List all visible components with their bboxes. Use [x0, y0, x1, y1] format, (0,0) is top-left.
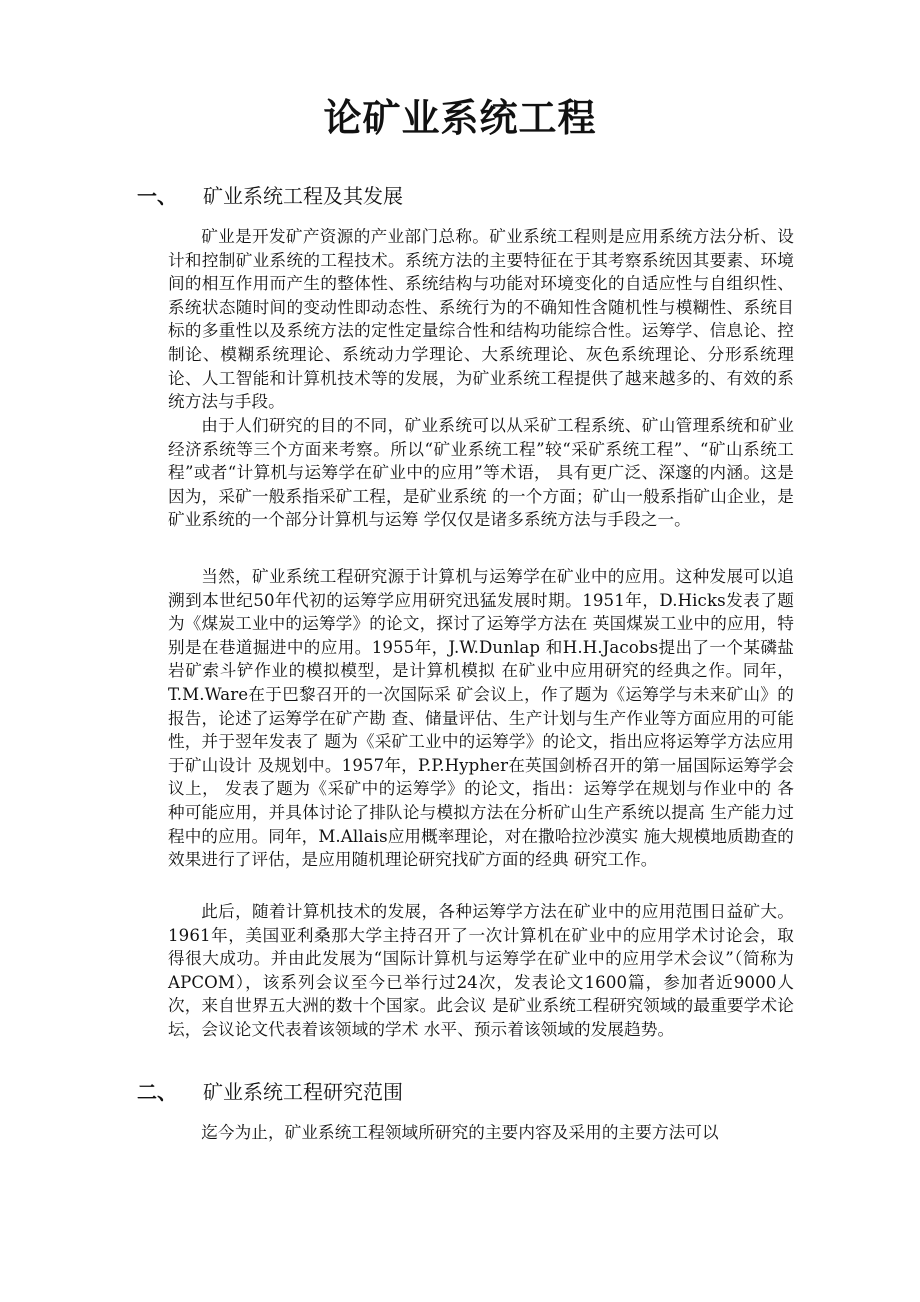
- document-title: 论矿业系统工程: [323, 96, 597, 140]
- section-heading-text: 矿业系统工程及其发展: [203, 184, 403, 208]
- section-number: 一、: [137, 184, 177, 208]
- section-heading-2: [137, 1076, 837, 1108]
- section-heading-text: 矿业系统工程研究范围: [203, 1080, 403, 1104]
- section-number: 二、: [137, 1080, 177, 1104]
- paragraph: 由于人们研究的目的不同，矿业系统可以从采矿工程系统、矿山管理系统和矿业经济系统等三个方面来考察。所以“矿业系统工程”较“采矿系统工程”、“矿山系统工程”或者“计算机与运筹学在矿业中的应用”等术语， 具有更广泛、深邃的内涵。这是因为，采矿一般系指采矿工程，是矿业系统 的一个方面；矿山一般系指矿山企业，是矿业系统的一个部分计算机与运筹 学仅仅是诸多系统方法与手段之一。: [168, 416, 794, 530]
- paragraph: 此后，随着计算机技术的发展，各种运筹学方法在矿业中的应用范围日益矿大。1961年，美国亚利桑那大学主持召开了一次计算机在矿业中的应用学术讨论会，取得很大成功。并由此发展为“国际计算机与运筹学在矿业中的应用学术会议”（简称为APCOM），该系列会议至今已举行过24次，发表论文1600篇，参加者近9000人次，来自世界五大洲的数十个国家。此会议 是矿业系统工程研究领域的最重要学术论坛，会议论文代表着该领域的学术 水平、预示着该领域的发展趋势。: [168, 902, 794, 1039]
- paragraph: 矿业是开发矿产资源的产业部门总称。矿业系统工程则是应用系统方法分析、设计和控制矿业系统的工程技术。系统方法的主要特征在于其考察系统因其要素、环境间的相互作用而产生的整体性、系统结构与功能对环境变化的自适应性与自组织性、系统状态随时间的变动性即动态性、系统行为的不确知性含随机性与模糊性、系统目标的多重性以及系统方法的定性定量综合性和结构功能综合性。运筹学、信息论、控制论、模糊系统理论、系统动力学理论、大系统理论、灰色系统理论、分形系统理论、人工智能和计算机技术等的发展，为矿业系统工程提供了越来越多的、有效的系统方法与手段。: [168, 227, 794, 412]
- paragraph: 当然，矿业系统工程研究源于计算机与运筹学在矿业中的应用。这种发展可以追溯到本世纪50年代初的运筹学应用研究迅猛发展时期。1951年，D.Hicks发表了题为《煤炭工业中的运筹学》的论文，探讨了运筹学方法在 英国煤炭工业中的应用，特别是在巷道掘进中的应用。1955年，J.W.Dunlap 和H.H.Jacobs提出了一个某磷盐岩矿索斗铲作业的模拟模型，是计算机模拟 在矿业中应用研究的经典之作。同年，T.M.Ware在于巴黎召开的一次国际采 矿会议上，作了题为《运筹学与未来矿山》的报告，论述了运筹学在矿产勘 查、储量评估、生产计划与生产作业等方面应用的可能性，并于翌年发表了 题为《采矿工业中的运筹学》的论文，指出应将运筹学方法应用于矿山设计 及规划中。1957年，P.P.Hypher在英国剑桥召开的第一届国际运筹学会议上， 发表了题为《采矿中的运筹学》的论文，指出：运筹学在规划与作业中的 各种可能应用，并具体讨论了排队论与模拟方法在分析矿山生产系统以提高 生产能力过程中的应用。同年，M.Allais应用概率理论，对在撒哈拉沙漠实 施大规模地质勘查的效果进行了评估，是应用随机理论研究找矿方面的经典 研究工作。: [168, 567, 794, 870]
- section-heading-1: [137, 180, 837, 212]
- paragraph: 迄今为止，矿业系统工程领域所研究的主要内容及采用的主要方法可以: [201, 1123, 719, 1142]
